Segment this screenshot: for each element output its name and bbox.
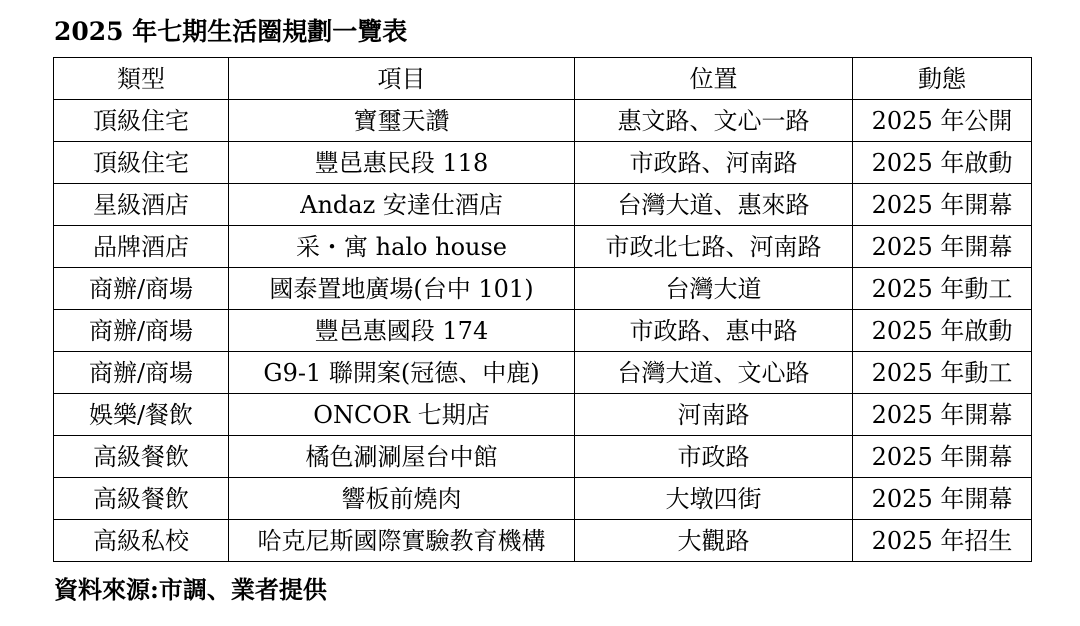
cell-type: 高級私校 [54, 520, 229, 562]
cell-status: 2025 年啟動 [853, 310, 1032, 352]
cell-location: 台灣大道、文心路 [575, 352, 853, 394]
cell-location: 市政路、惠中路 [575, 310, 853, 352]
cell-type: 高級餐飲 [54, 436, 229, 478]
cell-type: 星級酒店 [54, 184, 229, 226]
cell-status: 2025 年開幕 [853, 478, 1032, 520]
cell-status: 2025 年動工 [853, 268, 1032, 310]
table-row [54, 226, 1032, 268]
cell-project: 采・寓 halo house [229, 226, 575, 268]
cell-type: 品牌酒店 [54, 226, 229, 268]
cell-type: 頂級住宅 [54, 142, 229, 184]
header-status: 動態 [853, 58, 1032, 100]
cell-type: 娛樂/餐飲 [54, 394, 229, 436]
table-row [54, 184, 1032, 226]
cell-type: 商辦/商場 [54, 268, 229, 310]
header-type: 類型 [54, 58, 229, 100]
table-row [54, 352, 1032, 394]
table-row [54, 100, 1032, 142]
cell-status: 2025 年開幕 [853, 394, 1032, 436]
cell-status: 2025 年啟動 [853, 142, 1032, 184]
cell-location: 河南路 [575, 394, 853, 436]
table-row [54, 142, 1032, 184]
cell-location: 大墩四街 [575, 478, 853, 520]
cell-location: 市政路 [575, 436, 853, 478]
table-row [54, 310, 1032, 352]
page-title: 2025 年七期生活圈規劃一覽表 [54, 17, 408, 46]
table-row [54, 478, 1032, 520]
cell-project: 響板前燒肉 [229, 478, 575, 520]
cell-project: ONCOR 七期店 [229, 394, 575, 436]
cell-status: 2025 年開幕 [853, 184, 1032, 226]
table-row [54, 520, 1032, 562]
cell-status: 2025 年動工 [853, 352, 1032, 394]
cell-location: 市政路、河南路 [575, 142, 853, 184]
cell-project: Andaz 安達仕酒店 [229, 184, 575, 226]
cell-project: 寶璽天讚 [229, 100, 575, 142]
cell-location: 台灣大道、惠來路 [575, 184, 853, 226]
cell-status: 2025 年公開 [853, 100, 1032, 142]
cell-project: G9-1 聯開案(冠德、中鹿) [229, 352, 575, 394]
table-row [54, 268, 1032, 310]
cell-status: 2025 年招生 [853, 520, 1032, 562]
cell-project: 豐邑惠國段 174 [229, 310, 575, 352]
header-location: 位置 [575, 58, 853, 100]
table-row [54, 394, 1032, 436]
cell-location: 大觀路 [575, 520, 853, 562]
cell-type: 商辦/商場 [54, 310, 229, 352]
source-note: 資料來源:市調、業者提供 [54, 575, 327, 604]
cell-project: 哈克尼斯國際實驗教育機構 [229, 520, 575, 562]
plan-table [53, 57, 1032, 562]
cell-status: 2025 年開幕 [853, 226, 1032, 268]
cell-type: 高級餐飲 [54, 478, 229, 520]
table-row [54, 436, 1032, 478]
cell-project: 國泰置地廣場(台中 101) [229, 268, 575, 310]
cell-location: 惠文路、文心一路 [575, 100, 853, 142]
header-project: 項目 [229, 58, 575, 100]
table-header-row [54, 58, 1032, 100]
cell-type: 頂級住宅 [54, 100, 229, 142]
cell-location: 台灣大道 [575, 268, 853, 310]
cell-status: 2025 年開幕 [853, 436, 1032, 478]
cell-location: 市政北七路、河南路 [575, 226, 853, 268]
cell-project: 豐邑惠民段 118 [229, 142, 575, 184]
cell-project: 橘色涮涮屋台中館 [229, 436, 575, 478]
cell-type: 商辦/商場 [54, 352, 229, 394]
